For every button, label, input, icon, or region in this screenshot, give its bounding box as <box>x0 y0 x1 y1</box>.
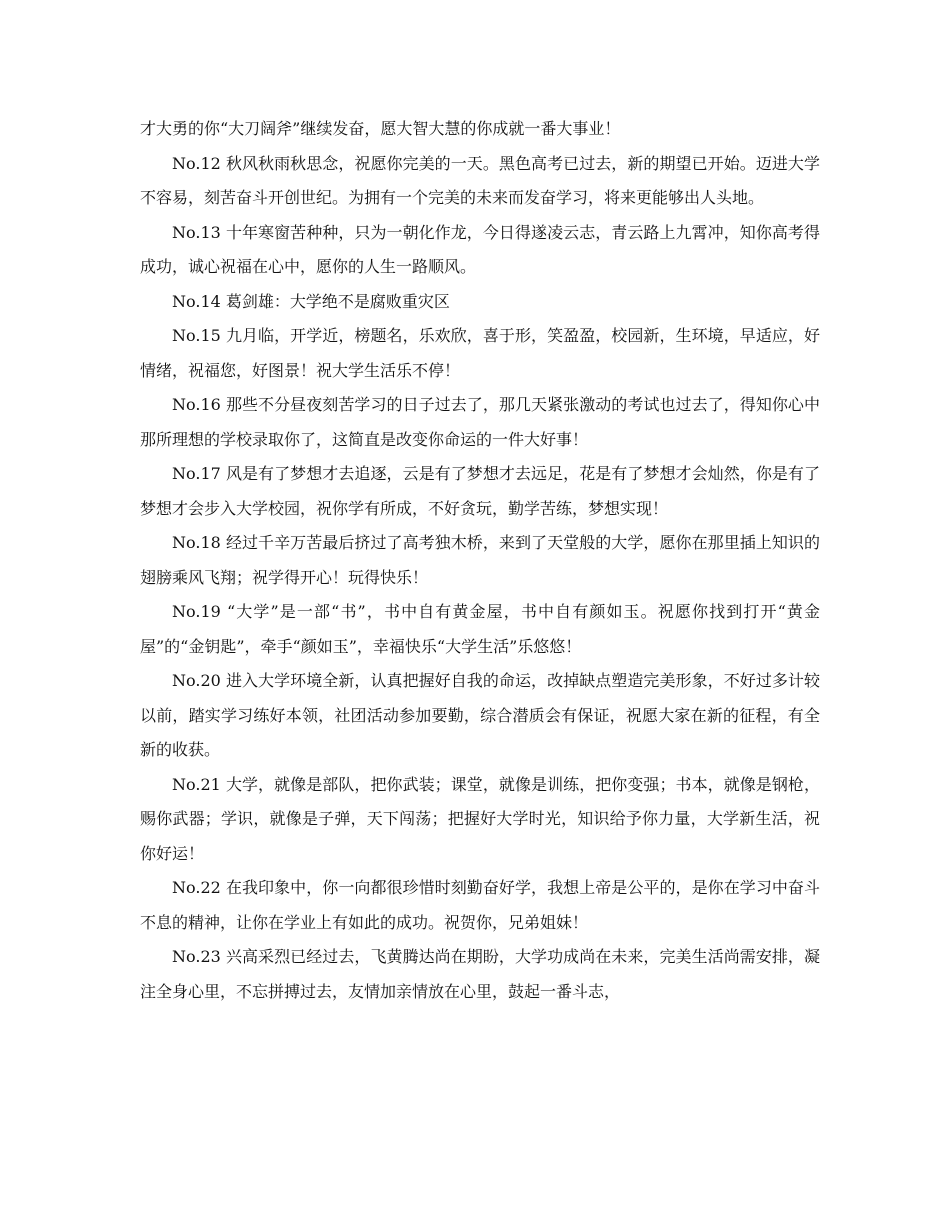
paragraph-no21: No.21 大学，就像是部队，把你武装；课堂，就像是训练，把你变强；书本，就像是钢枪，赐你武器；学识，就像是子弹，天下闯荡；把握好大学时光，知识给予你力量，大学新生活，祝你好运！ <box>140 774 820 863</box>
paragraph-no15: No.15 九月临，开学近，榜题名，乐欢欣，喜于形，笑盈盈，校园新，生环境，早适应，好情绪，祝福您，好图景！祝大学生活乐不停！ <box>140 326 820 380</box>
paragraph-continuation: 才大勇的你“大刀阔斧”继续发奋，愿大智大慧的你成就一番大事业！ <box>140 119 621 138</box>
paragraph-no14: No.14 葛剑雄：大学绝不是腐败重灾区 <box>172 291 450 311</box>
paragraph-no17: No.17 风是有了梦想才去追逐，云是有了梦想才去远足，花是有了梦想才会灿然，你是有了梦想才会步入大学校园，祝你学有所成，不好贪玩，勤学苦练，梦想实现！ <box>140 464 820 518</box>
paragraph-no16: No.16 那些不分昼夜刻苦学习的日子过去了，那几天紧张激动的考试也过去了，得知你心中那所理想的学校录取你了，这简直是改变你命运的一件大好事！ <box>140 395 820 449</box>
paragraph-no19: No.19 “大学”是一部“书”，书中自有黄金屋，书中自有颜如玉。祝愿你找到打开“黄金屋”的“金钥匙”，牵手“颜如玉”，幸福快乐“大学生活”乐悠悠！ <box>140 602 820 656</box>
paragraph-no23: No.23 兴高采烈已经过去，飞黄腾达尚在期盼，大学功成尚在未来，完美生活尚需安排，凝注全身心里，不忘拼搏过去，友情加亲情放在心里，鼓起一番斗志， <box>140 947 820 1001</box>
paragraph-no18: No.18 经过千辛万苦最后挤过了高考独木桥，来到了天堂般的大学，愿你在那里插上知识的翅膀乘风飞翔；祝学得开心！玩得快乐！ <box>140 533 820 587</box>
paragraph-no13: No.13 十年寒窗苦种种，只为一朝化作龙，今日得遂凌云志，青云路上九霄冲，知你高考得成功，诚心祝福在心中，愿你的人生一路顺风。 <box>140 222 820 276</box>
paragraph-no22: No.22 在我印象中，你一向都很珍惜时刻勤奋好学，我想上帝是公平的，是你在学习中奋斗不息的精神，让你在学业上有如此的成功。祝贺你，兄弟姐妹！ <box>140 878 820 932</box>
paragraph-no20: No.20 进入大学环境全新，认真把握好自我的命运，改掉缺点塑造完美形象，不好过多计较以前，踏实学习练好本领，社团活动参加要勤，综合潜质会有保证，祝愿大家在新的征程，有全新的收获。 <box>140 671 820 759</box>
paragraph-no12: No.12 秋风秋雨秋思念，祝愿你完美的一天。黑色高考已过去，新的期望已开始。迈进大学不容易，刻苦奋斗开创世纪。为拥有一个完美的未来而发奋学习，将来更能够出人头地。 <box>140 153 820 207</box>
document-body <box>140 112 820 1009</box>
